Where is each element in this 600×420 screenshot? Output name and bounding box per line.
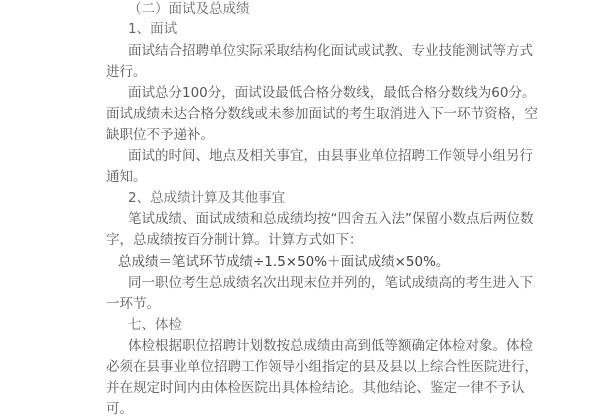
paragraph-line: 一环节。: [106, 296, 160, 312]
paragraph-line: 同一职位考生总成绩名次出现末位并列的，笔试成绩高的考生进入下: [128, 275, 533, 291]
paragraph-line: 字，总成绩按百分制计算。计算方式如下：: [106, 232, 363, 248]
paragraph-line: 通知。: [106, 169, 147, 185]
paragraph-line: 笔试成绩、面试成绩和总成绩均按“四舍五入法”保留小数点后两位数: [128, 211, 534, 227]
paragraph-line: 缺职位不予递补。: [106, 127, 214, 143]
subsection-heading-interview: 1、面试: [128, 21, 178, 37]
paragraph-line: 必须在县事业单位招聘工作领导小组指定的县及县以上综合性医院进行，: [106, 359, 538, 375]
subsection-heading-total-score: 2、总成绩计算及其他事宜: [128, 190, 286, 206]
paragraph-line: 面试结合招聘单位实际采取结构化面试或试教、专业技能测试等方式: [128, 43, 533, 59]
paragraph-line: 进行。: [106, 64, 147, 80]
section-heading-physical-exam: 七、体检: [128, 317, 182, 333]
paragraph-line: 面试的时间、地点及相关事宜，由县事业单位招聘工作领导小组另行: [128, 148, 533, 164]
paragraph-line: 面试成绩未达合格分数线或未参加面试的考生取消进入下一环节资格，空: [106, 106, 538, 122]
paragraph-line: 面试总分100分，面试设最低合格分数线，最低合格分数线为60分。: [128, 85, 536, 101]
paragraph-line: 可。: [106, 401, 133, 417]
section-title: （二）面试及总成绩: [128, 1, 250, 17]
paragraph-line: 体检根据职位招聘计划数按总成绩由高到低等额确定体检对象。体检: [128, 338, 533, 354]
paragraph-line: 并在规定时间内由体检医院出具体检结论。其他结论、鉴定一律不予认: [106, 380, 525, 396]
score-formula: 总成绩＝笔试环节成绩÷1.5×50%＋面试成绩×50%。: [118, 254, 450, 270]
